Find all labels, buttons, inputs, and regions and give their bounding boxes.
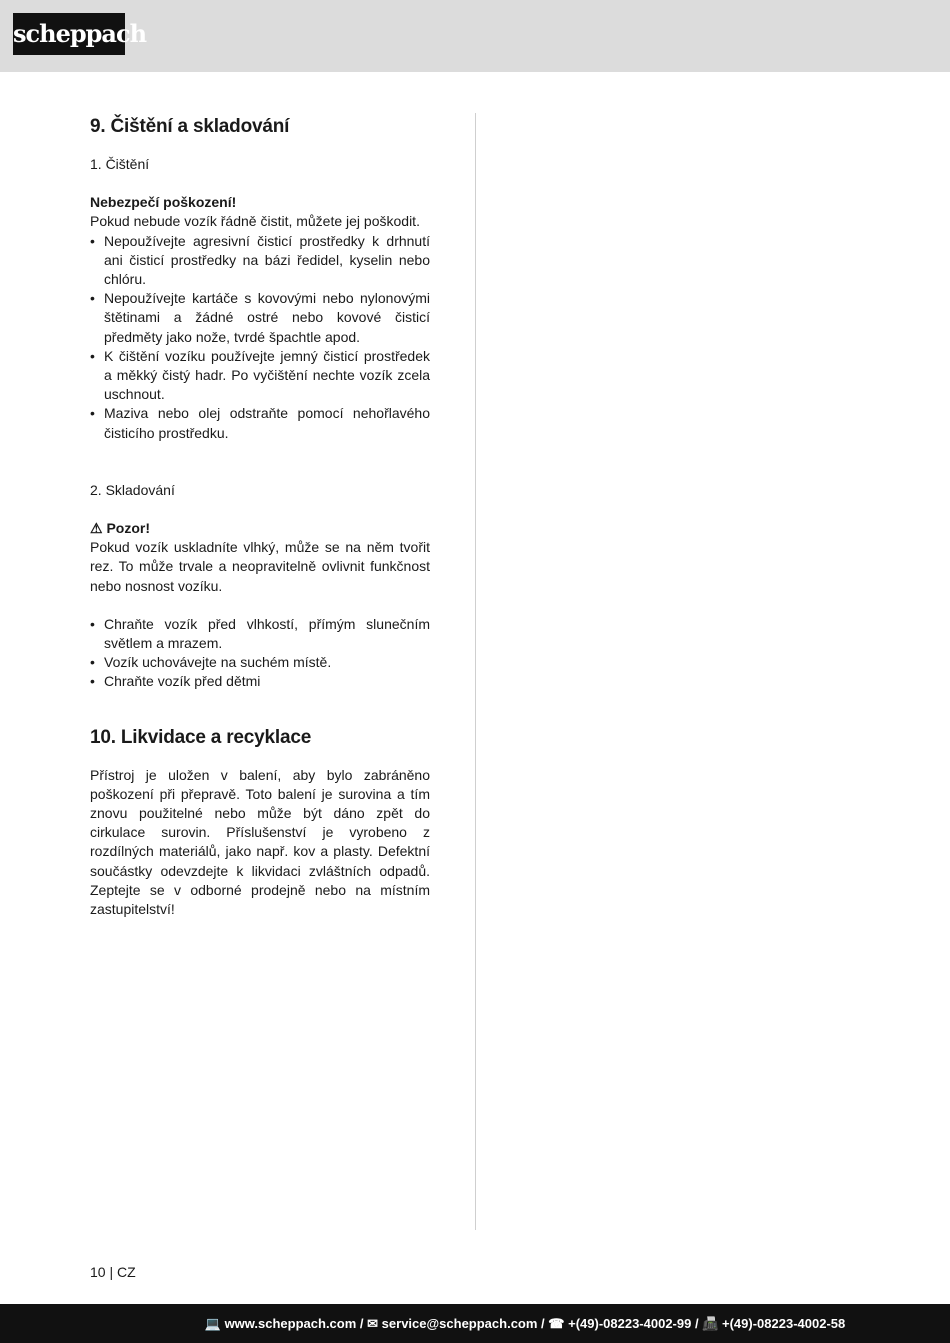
section-10-title: 10. Likvidace a recyklace [90, 726, 312, 748]
warning-icon: ⚠ [90, 520, 103, 537]
danger-title: Nebezpečí poškození! [90, 194, 237, 211]
warning-text: Pokud vozík uskladníte vlhký, může se na něm tvořit rez. To může trvale a neopravitelně ovlivnit funkčnost nebo nosnost vozíku. [90, 539, 430, 594]
page-number: 10 | CZ [90, 1264, 136, 1280]
list-item: • Chraňte vozík před vlhkostí, přímým slunečním světlem a mrazem. [90, 615, 430, 653]
storage-list [90, 615, 430, 692]
section-9-title: 9. Čištění a skladování [90, 116, 290, 137]
scheppach-logo: scheppach [13, 13, 125, 55]
cleaning-list [90, 232, 430, 443]
list-item: • Nepoužívejte kartáče s kovovými nebo nylonovými štětinami a žádné ostré nebo kovové čisticí předměty jako nože, tvrdé špachtle apod. [90, 289, 430, 347]
computer-icon: 💻 [204, 1316, 221, 1331]
list-item: • Nepoužívejte agresivní čisticí prostředky k drhnutí ani čisticí prostředky na bázi ředidel, kyselin nebo chlóru. [90, 232, 430, 290]
subsection-storage-title: 2. Skladování [90, 481, 175, 498]
phone-number: +(49)-08223-4002-99 [568, 1316, 692, 1331]
separator: / [356, 1316, 368, 1331]
section-9 [90, 115, 430, 919]
phone-icon: ☎ [548, 1316, 565, 1331]
separator: / [537, 1316, 549, 1331]
column-divider [475, 113, 476, 1230]
list-item: • Maziva nebo olej odstraňte pomocí nehořlavého čisticího prostředku. [90, 404, 430, 442]
section-10-text: Přístroj je uložen v balení, aby bylo zabráněno poškození při přepravě. Toto balení je surovina a tím znovu použitelné nebo může být dáno zpět do cirkulace surovin. Příslušenství je vyrobeno z rozdílných materiálů, jako např. kov a plasty. Defektní součástky odevzdejte k likvidaci zvláštních odpadů. Zeptejte se v odborné prodejně nebo na místním zastupitelství! [90, 766, 430, 918]
list-item: • Chraňte vozík před dětmi [90, 672, 430, 691]
warning-heading [90, 519, 430, 538]
contact-bar [0, 1304, 950, 1343]
warning-title: Pozor! [106, 520, 151, 537]
fax-number: +(49)-08223-4002-58 [722, 1316, 846, 1331]
danger-text: Pokud nebude vozík řádně čistit, můžete jej poškodit. [90, 213, 420, 230]
list-item: • K čištění vozíku používejte jemný čisticí prostředek a měkký čistý hadr. Po vyčištění nechte vozík zcela uschnout. [90, 347, 430, 405]
fax-icon: 📠 [702, 1316, 719, 1331]
separator: / [691, 1316, 703, 1331]
email-link[interactable]: service@scheppach.com [381, 1316, 538, 1331]
header-bar [0, 0, 950, 72]
subsection-cleaning-title: 1. Čištění [90, 156, 150, 172]
website-link[interactable]: www.scheppach.com [224, 1316, 357, 1331]
list-item: • Vozík uchovávejte na suchém místě. [90, 653, 430, 672]
mail-icon: ✉ [367, 1316, 379, 1331]
